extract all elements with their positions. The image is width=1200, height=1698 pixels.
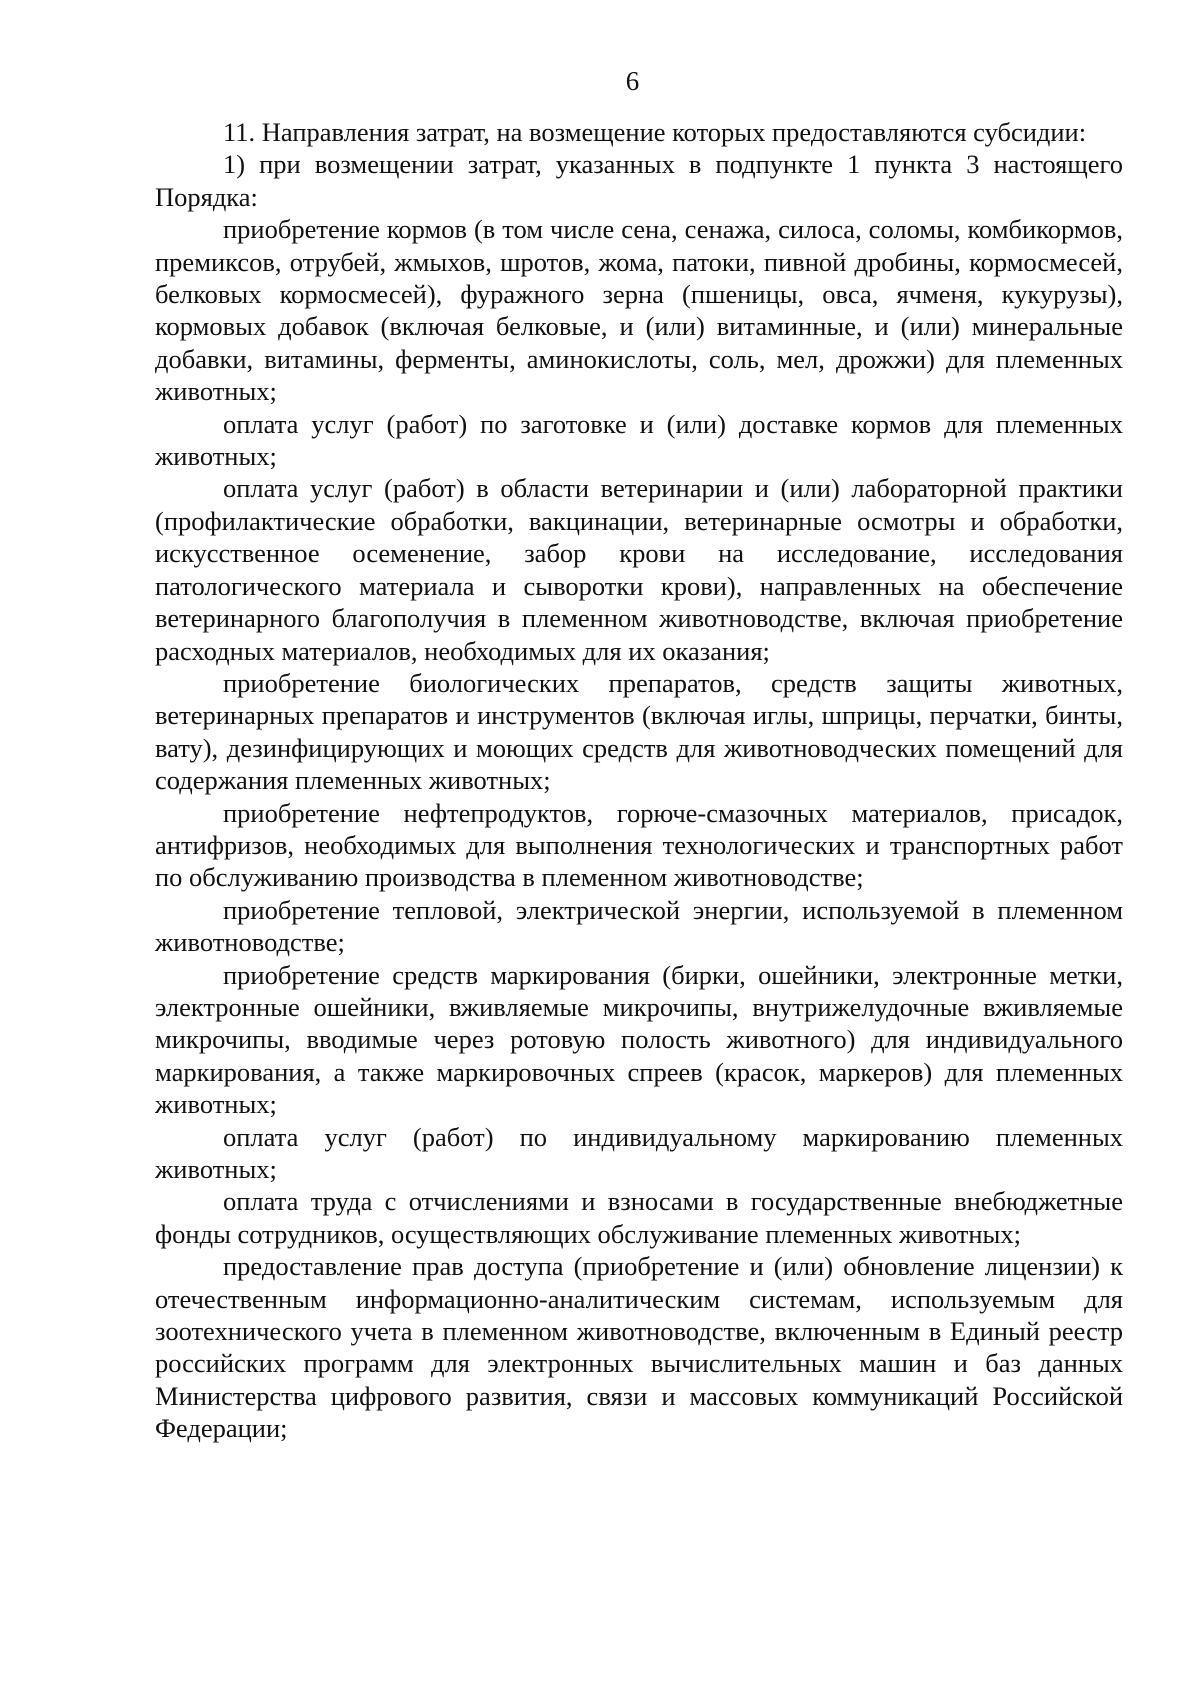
paragraph-petroleum-products: приобретение нефтепродуктов, горюче-смазочных материалов, присадок, антифризов, необходимых для выполнения технологических и транспортных работ по обслуживанию производства в племенном животноводстве; — [155, 797, 1123, 893]
paragraph-veterinary-services: оплата услуг (работ) в области ветеринарии и (или) лабораторной практики (профилактические обработки, вакцинации, ветеринарные осмотры и обработки, искусственное осеменение, забор крови на исследование, исследования патологического материала и сыворотки крови), направленных на обеспечение ветеринарного благополучия в племенном животноводстве, включая приобретение расходных материалов, необходимых для их оказания; — [155, 473, 1123, 666]
paragraph-software-licenses: предоставление прав доступа (приобретение и (или) обновление лицензии) к отечественным информационно-аналитическим системам, используемым для зоотехнического учета в племенном животноводстве, включенным в Единый реестр российских программ для электронных вычислительных машин и баз данных Министерства цифрового развития, связи и массовых коммуникаций Российской Федерации; — [155, 1251, 1123, 1444]
paragraph-section-11-heading: 11. Направления затрат, на возмещение которых предоставляются субсидии: — [223, 117, 1087, 147]
document-body — [155, 116, 1123, 1445]
paragraph-energy: приобретение тепловой, электрической энергии, используемой в племенном животноводстве; — [155, 894, 1123, 958]
paragraph-marking-services: оплата услуг (работ) по индивидуальному маркированию племенных животных; — [155, 1121, 1123, 1184]
page-number: 6 — [625, 66, 640, 96]
paragraph-biological-preparations: приобретение биологических препаратов, средств защиты животных, ветеринарных препаратов и инструментов (включая иглы, шприцы, перчатки, бинты, вату), дезинфицирующих и моющих средств для животноводческих помещений для содержания племенных животных; — [155, 667, 1123, 796]
paragraph-subitem-1: 1) при возмещении затрат, указанных в подпункте 1 пункта 3 настоящего Порядка: — [155, 149, 1123, 212]
paragraph-labor-payment: оплата труда с отчислениями и взносами в государственные внебюджетные фонды сотрудников, осуществляющих обслуживание племенных животных; — [155, 1186, 1123, 1249]
paragraph-marking-means: приобретение средств маркирования (бирки, ошейники, электронные метки, электронные ошейники, вживляемые микрочипы, внутрижелудочные вживляемые микрочипы, вводимые через ротовую полость животного) для индивидуального маркирования, а также маркировочных спреев (красок, маркеров) для племенных животных; — [155, 959, 1123, 1120]
paragraph-feed-purchase: приобретение кормов (в том числе сена, сенажа, силоса, соломы, комбикормов, премиксов, отрубей, жмыхов, шротов, жома, патоки, пивной дробины, кормосмесей, белковых кормосмесей), фуражного зерна (пшеницы, овса, ячменя, кукурузы), кормовых добавок (включая белковые, и (или) витаминные, и (или) минеральные добавки, витамины, ферменты, аминокислоты, соль, мел, дрожжи) для племенных животных; — [155, 214, 1123, 407]
paragraph-feed-delivery: оплата услуг (работ) по заготовке и (или) доставке кормов для племенных животных; — [155, 408, 1123, 472]
